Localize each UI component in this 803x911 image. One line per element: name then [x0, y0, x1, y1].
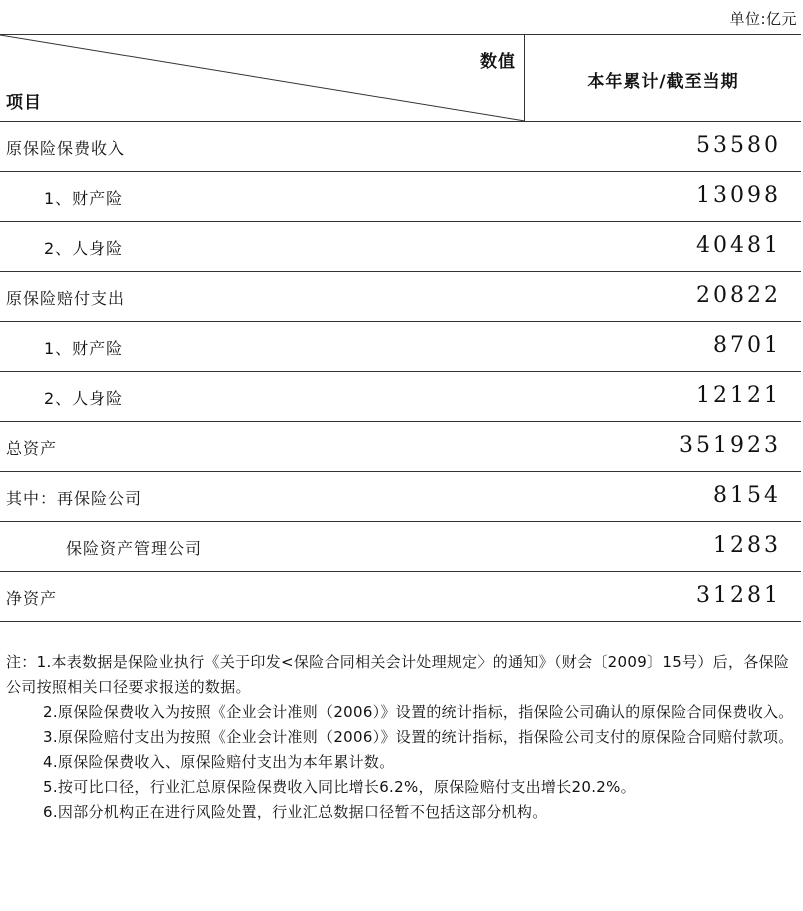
row-value: 8154 — [713, 483, 781, 508]
corner-cell — [0, 35, 525, 121]
footnote: 2.原保险保费收入为按照《企业会计准则（2006）》设置的统计指标，指保险公司确认的原保险合同保费收入。 — [43, 703, 794, 721]
row-label: 净资产 — [6, 589, 58, 608]
table-row — [0, 172, 801, 222]
table-header — [0, 35, 801, 122]
row-label: 总资产 — [6, 439, 58, 458]
row-label: 1、财产险 — [44, 339, 124, 358]
row-value: 8701 — [713, 333, 781, 358]
footnote: 注：1.本表数据是保险业执行《关于印发<保险合同相关会计处理规定〉的通知》（财会〔2009〕15号）后，各保险公司按照相关口径要求报送的数据。 — [6, 653, 790, 696]
footnote: 5.按可比口径，行业汇总原保险保费收入同比增长6.2%，原保险赔付支出增长20.2%。 — [43, 778, 636, 796]
row-value: 13098 — [696, 183, 781, 208]
corner-value-label: 数值 — [480, 52, 516, 72]
table-row — [0, 122, 801, 172]
table-row — [0, 472, 801, 522]
row-value: 53580 — [696, 133, 781, 158]
footnote: 3.原保险赔付支出为按照《企业会计准则（2006）》设置的统计指标，指保险公司支付的原保险合同赔付款项。 — [43, 728, 794, 746]
table-row — [0, 522, 801, 572]
row-value: 1283 — [713, 533, 781, 558]
statistics-table — [0, 34, 801, 622]
table-row — [0, 422, 801, 472]
table-row — [0, 272, 801, 322]
unit-label: 单位:亿元 — [729, 10, 797, 28]
table-row — [0, 222, 801, 272]
row-value: 40481 — [696, 233, 781, 258]
table-row — [0, 572, 801, 622]
row-value: 351923 — [679, 433, 781, 458]
row-label: 保险资产管理公司 — [66, 539, 203, 558]
row-value: 31281 — [696, 583, 781, 608]
row-label: 其中：再保险公司 — [6, 489, 143, 508]
table-row — [0, 372, 801, 422]
footnotes — [6, 650, 796, 825]
diagonal-divider — [0, 35, 525, 121]
row-label: 原保险赔付支出 — [6, 289, 126, 308]
footnote: 6.因部分机构正在进行风险处置，行业汇总数据口径暂不包括这部分机构。 — [43, 803, 548, 821]
row-value: 12121 — [696, 383, 781, 408]
column-header: 本年累计/截至当期 — [587, 72, 739, 92]
corner-item-label: 项目 — [6, 93, 42, 113]
row-label: 1、财产险 — [44, 189, 124, 208]
row-label: 2、人身险 — [44, 389, 124, 408]
row-value: 20822 — [696, 283, 781, 308]
row-label: 原保险保费收入 — [6, 139, 126, 158]
row-label: 2、人身险 — [44, 239, 124, 258]
table-row — [0, 322, 801, 372]
footnote: 4.原保险保费收入、原保险赔付支出为本年累计数。 — [43, 753, 395, 771]
